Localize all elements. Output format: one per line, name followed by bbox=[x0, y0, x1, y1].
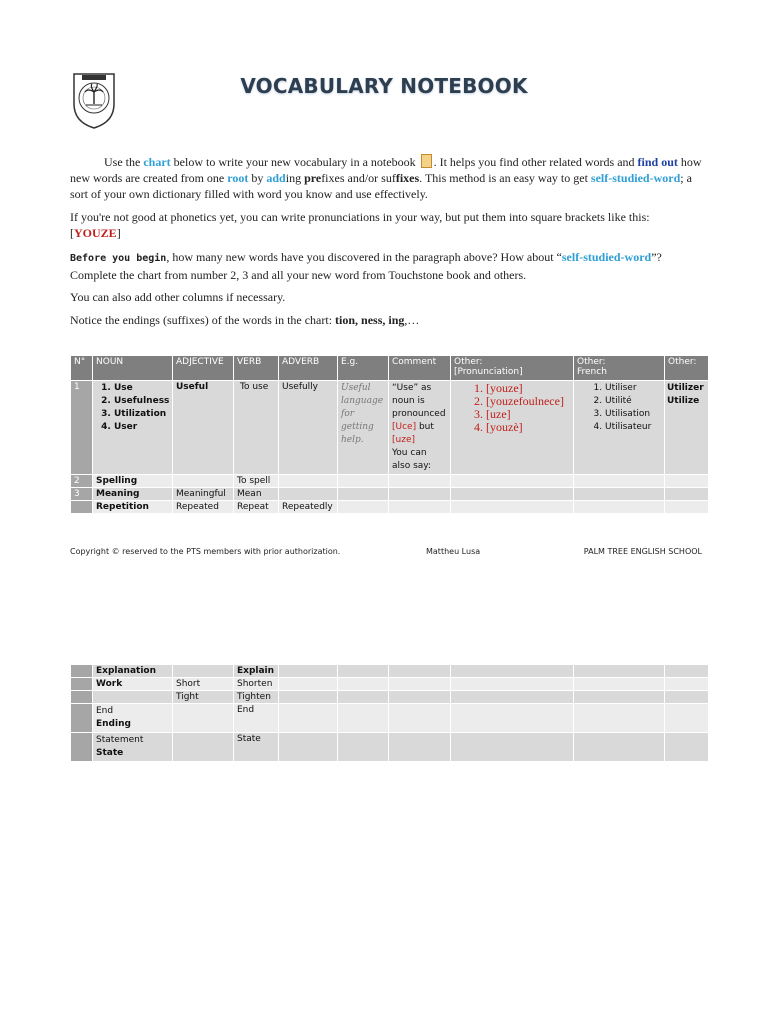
phonetics-paragraph bbox=[70, 209, 702, 241]
table-row bbox=[71, 475, 709, 488]
empty-cell bbox=[389, 678, 451, 691]
school-name: PALM TREE ENGLISH SCHOOL bbox=[583, 547, 702, 556]
before-you-begin-paragraph bbox=[70, 249, 702, 283]
noun-cell: Spelling bbox=[93, 475, 173, 488]
row-number: 3 bbox=[71, 488, 93, 501]
empty-cell bbox=[665, 704, 709, 733]
row-number bbox=[71, 704, 93, 733]
adjective-cell bbox=[173, 704, 234, 733]
text: . It helps you find other related words and bbox=[433, 155, 638, 169]
list-item: 4. Utilisateur bbox=[605, 421, 661, 434]
page-title: VOCABULARY NOTEBOOK bbox=[240, 74, 528, 98]
noun-cell: Work bbox=[93, 678, 173, 691]
text: If you're not good at phonetics yet, you can write pronunciations in your way, but put them into square brackets like this: [ bbox=[70, 210, 650, 240]
noun-root: Statement bbox=[96, 735, 144, 745]
adjective-cell bbox=[173, 475, 234, 488]
noun-root: End bbox=[96, 706, 114, 716]
empty-cell bbox=[665, 733, 709, 762]
text: ; a sort of your own dictionary filled with word you know and use effectively. bbox=[70, 171, 692, 201]
empty-cell bbox=[665, 678, 709, 691]
empty-cell bbox=[451, 501, 574, 514]
comment-uce: [Uce] bbox=[392, 422, 417, 432]
example-youze: YOUZE bbox=[74, 226, 117, 240]
noun-derived: State bbox=[96, 748, 124, 758]
noun-cell bbox=[93, 733, 173, 762]
comment-text-a: “Use” as noun is pronounced bbox=[392, 383, 446, 419]
empty-cell bbox=[574, 501, 665, 514]
empty-cell bbox=[574, 475, 665, 488]
table-row bbox=[71, 488, 709, 501]
verb-cell: Repeat bbox=[234, 501, 279, 514]
col-header-number: N° bbox=[71, 356, 93, 381]
adverb-cell: Repeatedly bbox=[279, 501, 338, 514]
empty-cell bbox=[665, 488, 709, 501]
empty-cell bbox=[574, 733, 665, 762]
empty-cell bbox=[279, 691, 338, 704]
adverb-cell: Usefully bbox=[279, 381, 338, 475]
text: below to write your new vocabulary in a notebook bbox=[170, 155, 419, 169]
row-number bbox=[71, 691, 93, 704]
author-name: Mattheu Lusa bbox=[426, 547, 481, 556]
text: ] bbox=[116, 226, 121, 240]
empty-cell bbox=[574, 488, 665, 501]
empty-cell bbox=[279, 678, 338, 691]
pronunciation-cell bbox=[451, 381, 574, 475]
other-cell bbox=[665, 381, 709, 475]
empty-cell bbox=[279, 665, 338, 678]
highlight-find-out: find out bbox=[637, 155, 678, 169]
list-item: 4. User bbox=[114, 421, 169, 434]
empty-cell bbox=[451, 691, 574, 704]
empty-cell bbox=[665, 501, 709, 514]
list-item: 1. Use bbox=[114, 382, 169, 395]
empty-cell bbox=[389, 691, 451, 704]
empty-cell bbox=[574, 704, 665, 733]
empty-cell bbox=[389, 733, 451, 762]
extra-columns-paragraph: You can also add other columns if necessary. bbox=[70, 290, 286, 304]
adjective-cell bbox=[173, 665, 234, 678]
other-item: Utilizer bbox=[667, 383, 704, 393]
highlight-root: root bbox=[227, 171, 249, 185]
text: how new words are created from one bbox=[70, 155, 702, 185]
text: , how many new words have you discovered in the paragraph above? How about “ bbox=[166, 250, 562, 264]
intro-paragraph bbox=[70, 154, 702, 202]
empty-cell bbox=[338, 665, 389, 678]
highlight-chart: chart bbox=[143, 155, 171, 169]
comment-text-c: You can also say: bbox=[392, 448, 431, 471]
comment-uze: [uze] bbox=[392, 435, 415, 445]
verb-cell: To use bbox=[234, 381, 279, 475]
col-header-noun: NOUN bbox=[93, 356, 173, 381]
example-cell: Useful language for getting help. bbox=[338, 381, 389, 475]
adjective-cell: Repeated bbox=[173, 501, 234, 514]
empty-cell bbox=[338, 704, 389, 733]
noun-cell bbox=[93, 704, 173, 733]
col-header-pronunciation: Other: [Pronunciation] bbox=[451, 356, 574, 381]
empty-cell bbox=[451, 475, 574, 488]
empty-cell bbox=[574, 691, 665, 704]
text: by bbox=[248, 171, 267, 185]
verb-cell: Mean bbox=[234, 488, 279, 501]
empty-cell bbox=[389, 704, 451, 733]
noun-cell: Meaning bbox=[93, 488, 173, 501]
noun-cell bbox=[93, 691, 173, 704]
text: Notice the endings (suffixes) of the words in the chart: bbox=[70, 313, 336, 327]
list-item: 2. Usefulness bbox=[114, 395, 169, 408]
notebook-icon bbox=[421, 154, 432, 168]
verb-cell: Explain bbox=[234, 665, 279, 678]
list-item: 2. Utilité bbox=[605, 395, 661, 408]
verb-cell: End bbox=[234, 704, 279, 733]
verb-cell: State bbox=[234, 733, 279, 762]
empty-cell bbox=[665, 475, 709, 488]
adjective-cell: Short bbox=[173, 678, 234, 691]
french-cell bbox=[574, 381, 665, 475]
noun-cell: Explanation bbox=[93, 665, 173, 678]
vocabulary-chart bbox=[70, 355, 709, 514]
empty-cell bbox=[338, 501, 389, 514]
empty-cell bbox=[389, 475, 451, 488]
col-header-adverb: ADVERB bbox=[279, 356, 338, 381]
row-number: 1 bbox=[71, 381, 93, 475]
adverb-cell bbox=[279, 475, 338, 488]
header-row bbox=[71, 356, 709, 381]
highlight-self-studied-word-2: self-studied-word bbox=[561, 250, 652, 264]
list-item: 1. Utiliser bbox=[605, 382, 661, 395]
empty-cell bbox=[389, 665, 451, 678]
text: ”? Complete the chart from number 2, 3 and all your new word from Touchstone book and others. bbox=[70, 250, 662, 282]
empty-cell bbox=[279, 704, 338, 733]
highlight-self-studied-word: self-studied-word bbox=[590, 171, 681, 185]
adjective-cell bbox=[173, 733, 234, 762]
text: ing bbox=[285, 171, 305, 185]
list-item: 4. [youzè] bbox=[486, 421, 570, 434]
list-item: 2. [youzefoulnece] bbox=[486, 395, 570, 408]
highlight-add: add bbox=[266, 171, 286, 185]
empty-cell bbox=[389, 488, 451, 501]
empty-cell bbox=[451, 665, 574, 678]
adverb-cell bbox=[279, 488, 338, 501]
verb-cell: Tighten bbox=[234, 691, 279, 704]
endings-list: tion, ness, ing bbox=[335, 313, 405, 327]
empty-cell bbox=[451, 704, 574, 733]
before-you-begin-label: Before you begin bbox=[70, 253, 167, 264]
noun-cell bbox=[93, 381, 173, 475]
empty-cell bbox=[574, 665, 665, 678]
table-row bbox=[71, 704, 709, 733]
comment-cell bbox=[389, 381, 451, 475]
col-header-verb: VERB bbox=[234, 356, 279, 381]
empty-cell bbox=[389, 501, 451, 514]
table-row bbox=[71, 733, 709, 762]
table-row bbox=[71, 678, 709, 691]
text: . This method is an easy way to get bbox=[419, 171, 591, 185]
table-row bbox=[71, 501, 709, 514]
empty-cell bbox=[574, 678, 665, 691]
col-header-french: Other: French bbox=[574, 356, 665, 381]
empty-cell bbox=[665, 665, 709, 678]
empty-cell bbox=[451, 488, 574, 501]
row-number bbox=[71, 733, 93, 762]
noun-cell: Repetition bbox=[93, 501, 173, 514]
adjective-cell: Tight bbox=[173, 691, 234, 704]
empty-cell bbox=[451, 733, 574, 762]
text: fixes and/or suf bbox=[321, 171, 396, 185]
highlight-pre: pre bbox=[304, 171, 322, 185]
col-header-example: E.g. bbox=[338, 356, 389, 381]
list-item: 3. [uze] bbox=[486, 408, 570, 421]
col-header-other: Other: bbox=[665, 356, 709, 381]
table-row bbox=[71, 381, 709, 475]
row-number bbox=[71, 678, 93, 691]
other-item: Utilize bbox=[667, 396, 700, 406]
table-row bbox=[71, 665, 709, 678]
table-row bbox=[71, 691, 709, 704]
empty-cell bbox=[279, 733, 338, 762]
verb-cell: To spell bbox=[234, 475, 279, 488]
row-number bbox=[71, 665, 93, 678]
adjective-cell: Meaningful bbox=[173, 488, 234, 501]
list-item: 3. Utilisation bbox=[605, 408, 661, 421]
empty-cell bbox=[451, 678, 574, 691]
adjective-cell: Useful bbox=[173, 381, 234, 475]
endings-paragraph bbox=[70, 312, 702, 328]
highlight-fixes: fixes bbox=[395, 171, 420, 185]
text: ,… bbox=[404, 313, 420, 327]
noun-derived: Ending bbox=[96, 719, 131, 729]
list-item: 1. [youze] bbox=[486, 382, 570, 395]
comment-text-b: but bbox=[416, 422, 434, 432]
col-header-comment: Comment bbox=[389, 356, 451, 381]
vocabulary-chart-continued bbox=[70, 664, 709, 762]
row-number bbox=[71, 501, 93, 514]
empty-cell bbox=[338, 475, 389, 488]
empty-cell bbox=[338, 678, 389, 691]
empty-cell bbox=[338, 733, 389, 762]
text: Use the bbox=[104, 155, 144, 169]
empty-cell bbox=[338, 488, 389, 501]
empty-cell bbox=[665, 691, 709, 704]
copyright-text: Copyright © reserved to the PTS members with prior authorization. bbox=[70, 547, 341, 556]
empty-cell bbox=[338, 691, 389, 704]
verb-cell: Shorten bbox=[234, 678, 279, 691]
list-item: 3. Utilization bbox=[114, 408, 169, 421]
col-header-adjective: ADJECTIVE bbox=[173, 356, 234, 381]
row-number: 2 bbox=[71, 475, 93, 488]
